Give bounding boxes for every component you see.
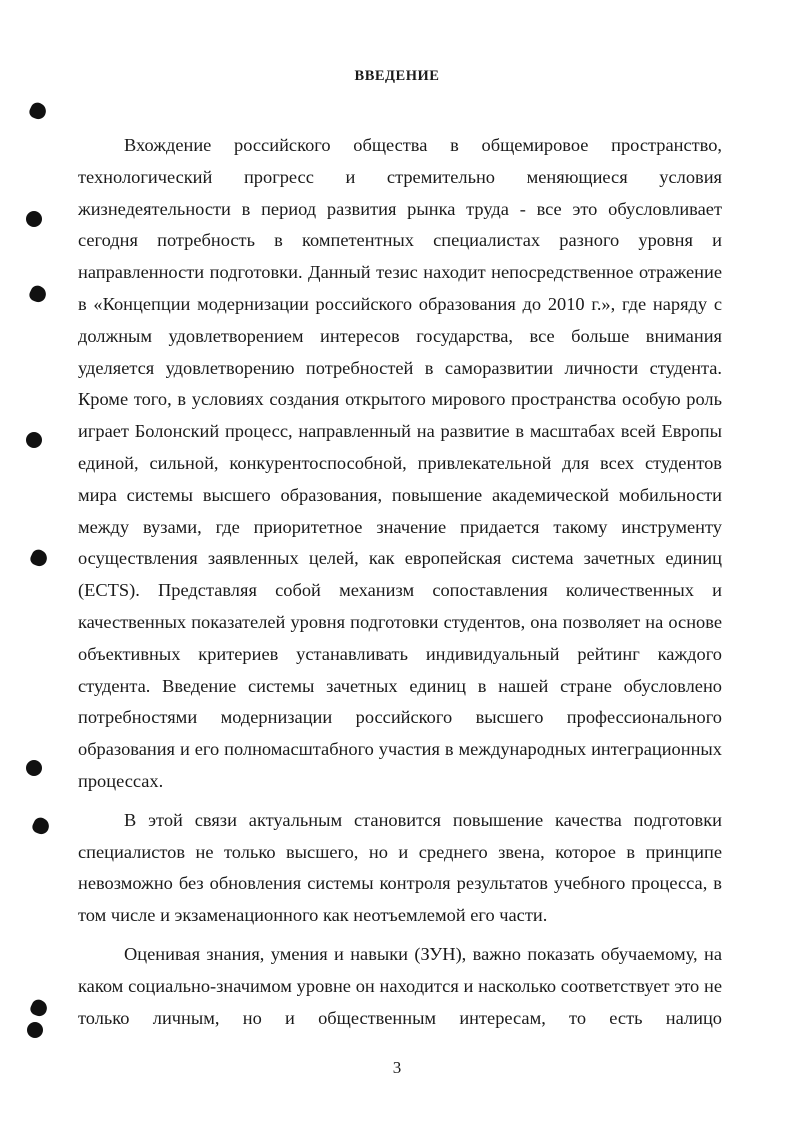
punch-hole-mark: [26, 211, 42, 227]
punch-hole-mark: [28, 997, 49, 1018]
punch-hole-mark: [30, 815, 51, 836]
punch-hole-mark: [28, 547, 49, 568]
punch-hole-mark: [26, 760, 42, 776]
paragraph: Оценивая знания, умения и навыки (ЗУН), важно показать обучаемому, на каком социально-значимом уровне он находится и насколько соответствует это не только личным, но и общественным интересам, то есть налицо: [78, 943, 722, 1028]
paragraph: Вхождение российского общества в общемировое пространство, технологический прогресс и стремительно меняющиеся условия жизнедеятельности в период развития рынка труда - все это обусловливает сегодня потребность в компетентных специалистах разного уровня и направленности подготовки. Данный тезис находит непосредственное отражение в «Концепции модернизации российского образования до 2010 г.», где наряду с должным удовлетворением интересов государства, все больше внимания уделяется удовлетворению потребностей в саморазвитии личности студента. Кроме того, в условиях создания открытого мирового пространства особую роль играет Болонский процесс, направленный на развитие в масштабах всей Европы единой, сильной, конкурентоспособной, привлекательной для всех студентов мира системы высшего образования, повышение академической мобильности между вузами, где приоритетное значение придается такому инструменту осуществления заявленных целей, как европейская система зачетных единиц (ECTS). Представляя собой механизм сопоставления количественных и качественных показателей уровня подготовки студентов, она позволяет на основе объективных критериев устанавливать индивидуальный рейтинг каждого студента. Введение системы зачетных единиц в нашей стране обусловлено потребностями модернизации российского высшего профессионального образования и его полномасштабного участия в международных интеграционных процессах.: [78, 135, 722, 791]
punch-hole-mark: [26, 432, 42, 448]
page-title: ВВЕДЕНИЕ: [354, 68, 440, 84]
punch-hole-mark: [27, 1022, 43, 1038]
punch-hole-mark: [27, 100, 48, 121]
page-number: 3: [392, 1058, 402, 1077]
punch-hole-mark: [27, 283, 48, 304]
paragraph: В этой связи актуальным становится повышение качества подготовки специалистов не только высшего, но и среднего звена, которое в принципе невозможно без обновления системы контроля результатов учебного процесса, в том числе и экзаменационного как неотъемлемой его части.: [78, 809, 722, 926]
body-text: [78, 130, 722, 1041]
